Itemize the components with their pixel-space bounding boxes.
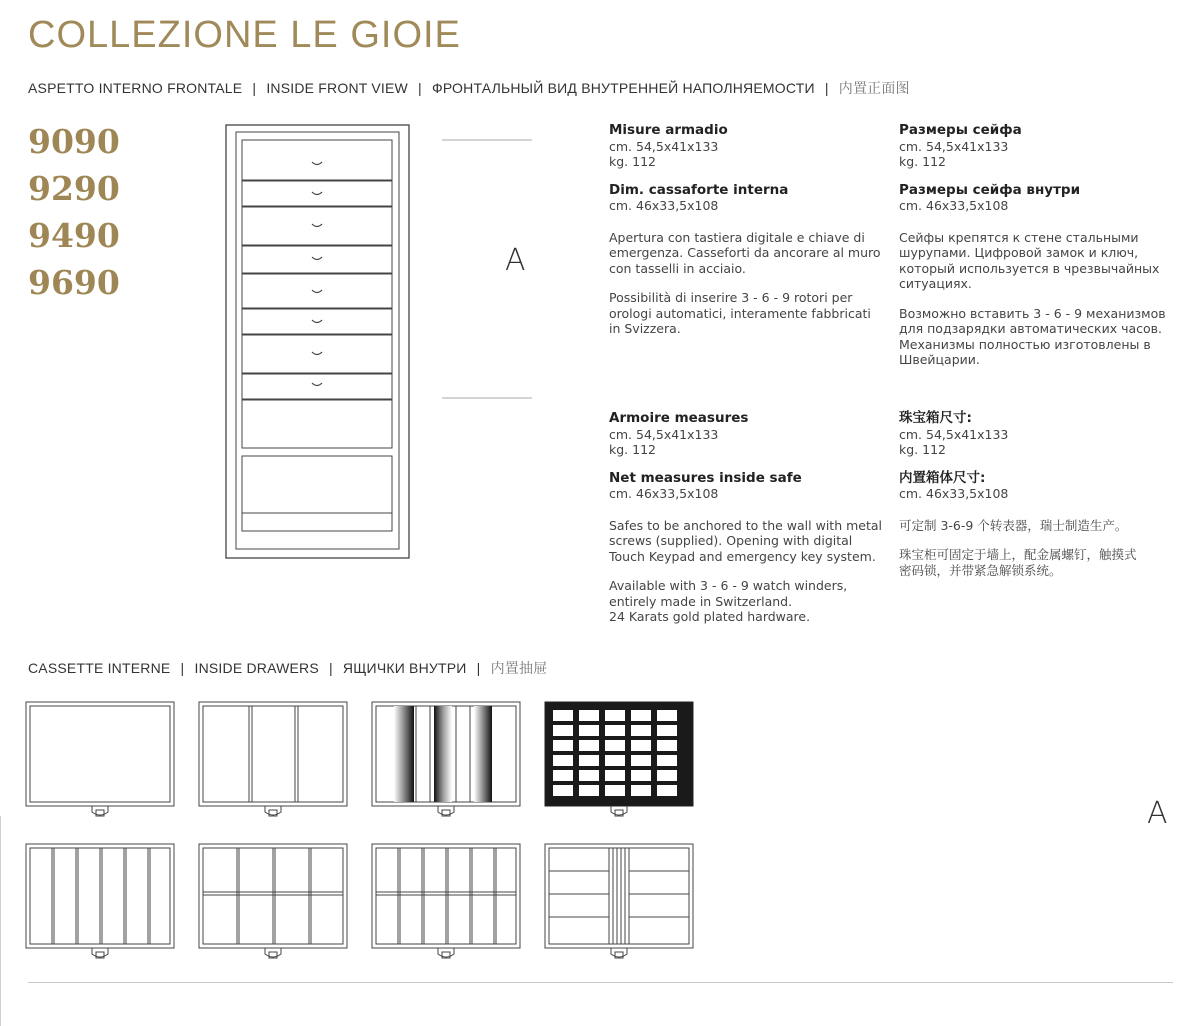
handle-icon xyxy=(312,224,322,227)
front-view-heading-it: ASPETTO INTERNO FRONTALE xyxy=(28,80,243,96)
handle-icon xyxy=(312,162,322,165)
armoire-dimensions: cm. 54,5x41x133 xyxy=(609,138,719,154)
bottom-divider xyxy=(28,982,1173,983)
specs-chinese xyxy=(899,411,1179,592)
description-paragraph: Available with 3 - 6 - 9 watch winders, entirely made in Switzerland. 24 Karats gold plated hardware. xyxy=(609,578,848,624)
specs-english xyxy=(609,411,889,639)
drawer-center-roll xyxy=(545,844,693,958)
armoire-weight: kg. 112 xyxy=(609,442,656,457)
inner-dimensions: cm. 46x33,5x108 xyxy=(609,198,719,213)
armoire-dimensions: cm. 54,5x41x133 xyxy=(899,426,1009,442)
drawers-heading-zh: 内置抽屉 xyxy=(490,660,548,676)
inner-dimensions: cm. 46x33,5x108 xyxy=(609,486,719,501)
drawer-grid-2x5 xyxy=(199,844,347,958)
armoire-measures-title: Armoire measures xyxy=(609,410,749,426)
drawer-empty xyxy=(26,702,174,816)
armoire-weight: kg. 112 xyxy=(899,154,946,169)
drawers-heading-it: CASSETTE INTERNE xyxy=(28,660,171,676)
armoire-weight: kg. 112 xyxy=(609,154,656,169)
inner-dimensions: cm. 46x33,5x108 xyxy=(899,486,1009,501)
heading-separator: | xyxy=(824,80,829,96)
model-number: 9290 xyxy=(28,169,120,208)
handle-icon xyxy=(312,290,322,293)
drawers-heading-ru: ЯЩИЧКИ ВНУТРИ xyxy=(342,660,467,676)
armoire-weight: kg. 112 xyxy=(899,442,946,457)
drawer-ring-rolls xyxy=(372,702,520,816)
left-margin-line xyxy=(0,816,1,1026)
handle-icon xyxy=(312,192,322,195)
drawer-vertical-3 xyxy=(199,702,347,816)
heading-separator: | xyxy=(328,660,333,676)
heading-separator: | xyxy=(180,660,185,676)
drawer-front xyxy=(242,309,392,334)
handle-icon xyxy=(312,320,322,323)
inner-measures-title: Net measures inside safe xyxy=(609,469,802,486)
front-view-heading-ru: ФРОНТАЛЬНЫЙ ВИД ВНУТРЕННЕЙ НАПОЛНЯЕМОСТИ xyxy=(431,80,815,96)
drawers-heading-en: INSIDE DRAWERS xyxy=(194,660,319,676)
view-label-a: A xyxy=(505,243,526,278)
heading-separator: | xyxy=(418,80,422,96)
drawer-front xyxy=(242,400,392,448)
lower-compartment xyxy=(242,456,392,531)
armoire-measures-title: Размеры сейфа xyxy=(899,122,1022,138)
drawer-front xyxy=(242,140,392,180)
drawer-vertical-6 xyxy=(26,844,174,958)
model-number: 9490 xyxy=(28,216,120,255)
inner-measures-title: Dim. cassaforte interna xyxy=(609,181,789,198)
drawer-grid-2x6 xyxy=(372,844,520,958)
heading-separator: | xyxy=(252,80,257,96)
description-paragraph: Possibilità di inserire 3 - 6 - 9 rotori per orologi automatici, interamente fabbricati in Svizzera. xyxy=(609,290,871,336)
handle-icon xyxy=(312,383,322,386)
drawer-grid-30 xyxy=(545,702,693,816)
armoire-dimensions: cm. 54,5x41x133 xyxy=(899,138,1009,154)
handle-icon xyxy=(312,257,322,260)
drawer-front xyxy=(242,181,392,206)
armoire-dimensions: cm. 54,5x41x133 xyxy=(609,426,719,442)
cabinet-outer-frame xyxy=(226,125,409,558)
front-view-heading xyxy=(28,78,910,98)
armoire-measures-title: Misure armadio xyxy=(609,122,728,138)
description-paragraph: Apertura con tastiera digitale e chiave di emergenza. Casseforti da ancorare al muro con tasselli in acciaio. xyxy=(609,229,881,276)
description-paragraph: Возможно вставить 3 - 6 - 9 механизмов для подзарядки автоматических часов. Механизмы полностью изготовлены в Швейцарии. xyxy=(899,305,1166,367)
drawer-drawings xyxy=(0,690,720,970)
armoire-measures-title: 珠宝箱尺寸: xyxy=(899,410,972,426)
view-label-a: A xyxy=(1147,796,1168,831)
model-number: 9690 xyxy=(28,263,120,302)
inner-measures-title: 内置箱体尺寸: xyxy=(899,469,986,486)
description-paragraph: Safes to be anchored to the wall with metal screws (supplied). Opening with digital Touch Keypad and emergency key system. xyxy=(609,517,882,564)
drawer-front xyxy=(242,374,392,399)
specs-italian xyxy=(609,123,889,351)
cabinet-front-drawing xyxy=(220,120,540,565)
drawers-heading xyxy=(28,658,547,678)
model-list xyxy=(28,118,120,306)
description-paragraph: Сейфы крепятся к стене стальными шурупами. Цифровой замок и ключ, который используется в чрезвычайных ситуациях. xyxy=(899,229,1160,291)
description-paragraph: 珠宝柜可固定于墙上，配金属螺钉，触摸式 密码锁，并带紧急解锁系统。 xyxy=(899,547,1137,578)
drawer-front xyxy=(242,274,392,308)
handle-icon xyxy=(312,352,322,355)
inner-dimensions: cm. 46x33,5x108 xyxy=(899,198,1009,213)
description-paragraph: 可定制 3-6-9 个转表器，瑞士制造生产。 xyxy=(899,517,1128,533)
page-title: COLLEZIONE LE GIOIE xyxy=(28,14,461,56)
inner-measures-title: Размеры сейфа внутри xyxy=(899,181,1081,198)
specs-russian xyxy=(899,123,1179,382)
front-view-heading-en: INSIDE FRONT VIEW xyxy=(266,80,408,96)
front-view-heading-zh: 内置正面图 xyxy=(838,80,910,96)
model-number: 9090 xyxy=(28,122,120,161)
heading-separator: | xyxy=(476,660,481,676)
